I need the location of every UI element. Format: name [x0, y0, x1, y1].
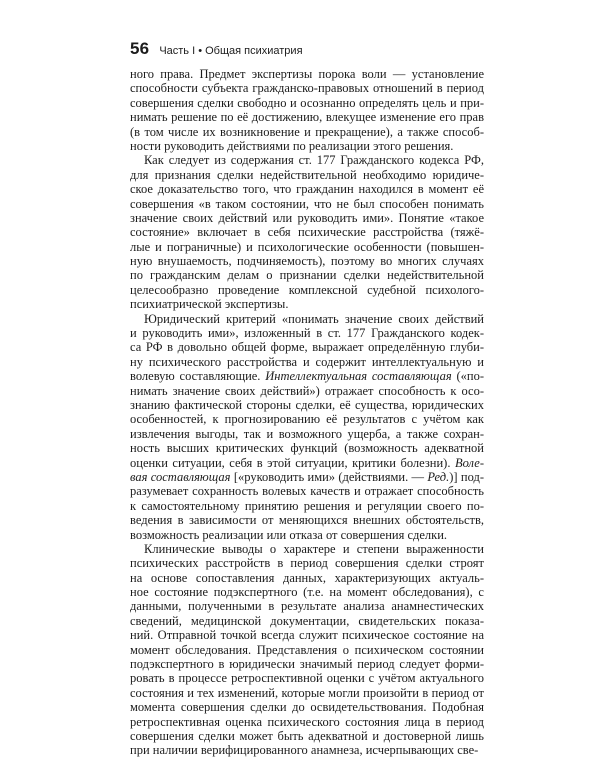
text-segment: момента совершения сделки до освидетельствования. Подобная: [130, 700, 484, 715]
text-segment: разумевает сохранность волевых качеств и отражает способность: [130, 484, 484, 499]
text-line: [130, 484, 484, 498]
text-segment: ровать в процессе ретроспективной оценки с учётом актуального: [130, 671, 484, 686]
text-segment: психиатрической экспертизы.: [130, 297, 289, 312]
text-line: [130, 585, 484, 599]
text-segment: к самостоятельному принятию решения и регуляции своего по-: [130, 498, 484, 513]
text-segment: нимать значение своих действий») отражает способность к осо-: [130, 383, 484, 398]
text-line: [130, 628, 484, 642]
text-line: [130, 599, 484, 613]
text-segment: Юридический критерий «понимать значение своих действий: [144, 311, 484, 326]
text-segment: ний. Отправной точкой всегда служит психическое состояние на: [130, 628, 484, 643]
text-segment: нимать решение по её достижению, влекущее изменение его прав: [130, 110, 484, 125]
text-line: [130, 743, 484, 757]
text-segment: по гражданским делам о признании сделки недействительной: [130, 268, 484, 283]
text-line: [130, 499, 484, 513]
text-segment: («по-: [451, 369, 485, 384]
text-segment: ности руководить действиями по реализации этого решения.: [130, 138, 454, 153]
text-line: [130, 139, 484, 153]
text-segment: ретроспективная оценка психического состояния лица в период: [130, 714, 484, 729]
running-head: Часть I • Общая психиатрия: [159, 45, 303, 57]
text-segment: лые и пограничные) и психологические особенности (повышен-: [130, 239, 484, 254]
text-line: [130, 715, 484, 729]
text-segment: Клинические выводы о характере и степени выраженности: [144, 541, 484, 556]
text-line: [130, 312, 484, 326]
text-line: [130, 297, 484, 311]
text-line: [130, 398, 484, 412]
text-segment: ную внушаемость, подчиняемость), поэтому во многих случаях: [130, 254, 484, 269]
text-line: [130, 225, 484, 239]
emphasized-term: Воле-: [454, 455, 484, 470]
emphasized-term: вая составляющая: [130, 469, 231, 484]
text-segment: ну психического расстройства и содержит интеллектуальную и: [130, 354, 484, 369]
text-segment: ность высших критических функций (возможность адекватной: [130, 441, 484, 456]
text-line: [130, 456, 484, 470]
paragraph: [130, 67, 484, 153]
text-segment: совершения сделки свободно и осознанно определять цель и при-: [130, 95, 484, 110]
text-line: [130, 412, 484, 426]
text-segment: данными, полученными в результате анализа анамнестических: [130, 599, 484, 614]
text-segment: ведения в зависимости от меняющихся внешних обстоятельств,: [130, 513, 484, 528]
text-line: [130, 671, 484, 685]
text-line: [130, 197, 484, 211]
text-line: [130, 542, 484, 556]
text-line: [130, 340, 484, 354]
text-line: [130, 643, 484, 657]
text-line: [130, 384, 484, 398]
page-header: [130, 39, 303, 59]
text-segment: (в том числе их возникновение и прекращение), а также способ-: [130, 124, 484, 139]
text-segment: ское доказательство того, что гражданин находился в момент её: [130, 182, 484, 197]
text-line: [130, 528, 484, 542]
text-line: [130, 614, 484, 628]
text-line: [130, 283, 484, 297]
text-segment: значение своих действий или руководить ими». Понятие «такое: [130, 210, 484, 225]
text-line: [130, 513, 484, 527]
text-line: [130, 326, 484, 340]
text-line: [130, 81, 484, 95]
text-segment: совершения «в таком состоянии, что не был способен понимать: [130, 196, 484, 211]
text-segment: ного права. Предмет экспертизы порока воли — установление: [130, 67, 484, 81]
text-line: [130, 240, 484, 254]
text-line: [130, 67, 484, 81]
text-segment: состояние» включает в себя психические расстройства (тяжё-: [130, 225, 484, 240]
text-segment: извлечения выгоды, так и возможного ущерба, а также сохран-: [130, 426, 484, 441]
text-segment: на основе сопоставления данных, характеризующих актуаль-: [130, 570, 484, 585]
text-segment: психических расстройств в период совершения сделки строят: [130, 556, 484, 571]
text-segment: целесообразно проведение комплексной судебной психолого-: [130, 282, 484, 297]
text-segment: особенностей, к прогнозированию её результатов с учётом как: [130, 412, 484, 427]
paragraph: [130, 542, 484, 758]
text-line: [130, 211, 484, 225]
text-line: [130, 254, 484, 268]
text-segment: способности субъекта гражданско-правовых отношений в период: [130, 81, 484, 96]
emphasized-term: Интеллектуальная составляющая: [265, 369, 452, 384]
text-segment: знанию фактической стороны сделки, её существа, юридических: [130, 397, 484, 412]
text-line: [130, 96, 484, 110]
text-segment: ное состояние подэкспертного (т.е. на момент обследования), с: [130, 585, 484, 600]
text-line: [130, 110, 484, 124]
emphasized-term: Ред.: [427, 469, 450, 484]
text-line: [130, 470, 484, 484]
text-line: [130, 153, 484, 167]
body-text: [130, 67, 484, 758]
text-line: [130, 686, 484, 700]
text-line: [130, 369, 484, 383]
text-segment: момент обследования. Представления о психическом состоянии: [130, 642, 484, 657]
page-number: 56: [130, 39, 150, 58]
text-segment: )] под-: [449, 469, 484, 484]
text-line: [130, 182, 484, 196]
text-segment: для признания сделки недействительной необходимо юридиче-: [130, 167, 484, 182]
text-line: [130, 571, 484, 585]
text-line: [130, 125, 484, 139]
text-segment: сведений, медицинской документации, свидетельских показа-: [130, 613, 484, 628]
paragraph: [130, 153, 484, 311]
text-segment: состояния и тех изменений, которые могли произойти в период от: [130, 685, 484, 700]
text-line: [130, 700, 484, 714]
text-segment: волевую составляющие.: [130, 369, 266, 384]
text-line: [130, 268, 484, 282]
text-line: [130, 441, 484, 455]
text-segment: Как следует из содержания ст. 177 Гражданского кодекса РФ,: [144, 153, 484, 168]
text-segment: [«руководить ими» (действиями. —: [230, 469, 428, 484]
text-segment: и руководить ими», изложенный в ст. 177 Гражданского кодек-: [130, 326, 484, 341]
text-line: [130, 556, 484, 570]
text-segment: оценки ситуации, себя в этой ситуации, критики болезни).: [130, 455, 455, 470]
text-line: [130, 168, 484, 182]
text-line: [130, 729, 484, 743]
paragraph: [130, 312, 484, 542]
text-segment: совершения сделки может быть адекватной и достоверной лишь: [130, 728, 484, 743]
text-line: [130, 355, 484, 369]
text-segment: подэкспертного в юридически значимый период следует форми-: [130, 657, 484, 672]
text-segment: са РФ в довольно общей форме, выражает определённую глуби-: [130, 340, 484, 355]
text-line: [130, 657, 484, 671]
text-segment: возможность реализации или отказа от совершения сделки.: [130, 527, 448, 542]
text-line: [130, 427, 484, 441]
text-segment: при наличии верифицированного анамнеза, исчерпывающих све-: [130, 743, 479, 758]
